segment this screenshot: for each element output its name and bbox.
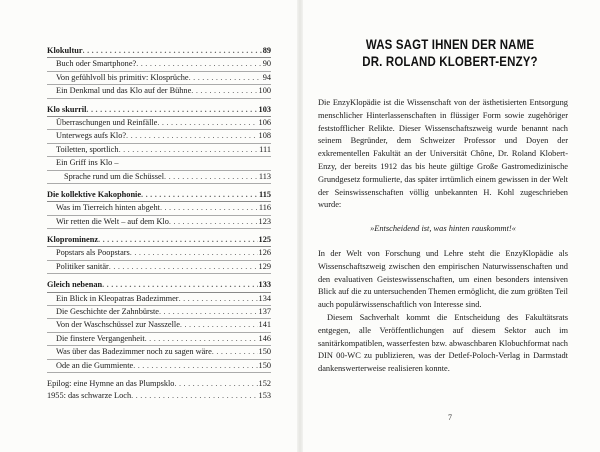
toc-entry <box>47 130 271 143</box>
toc-label: Politiker sanitär <box>56 261 109 271</box>
toc-entry <box>47 306 271 319</box>
toc-chapter <box>47 279 271 292</box>
toc-label: Überraschungen und Reinfälle <box>56 117 158 127</box>
toc-chapter <box>47 104 271 117</box>
toc-entry <box>47 171 271 184</box>
toc-leader-dots <box>180 319 258 331</box>
toc-leader-dots <box>126 130 258 142</box>
toc-label: Klokultur <box>47 46 83 55</box>
toc-entry <box>47 216 271 229</box>
title-line-2: DR. ROLAND KLOBERT-ENZY? <box>362 53 538 69</box>
toc-page-number: 113 <box>258 171 271 181</box>
toc-entry <box>47 293 271 306</box>
toc-label: Die kollektive Kakophonie <box>47 189 142 199</box>
toc-page-number: 134 <box>258 293 271 303</box>
book-gutter <box>297 0 303 452</box>
toc-entry <box>47 157 271 170</box>
toc-label: Toiletten, sportlich <box>56 144 119 154</box>
toc-page-number: 129 <box>258 261 271 271</box>
toc-entry <box>47 261 271 274</box>
toc-entry <box>47 319 271 332</box>
toc-entry <box>47 247 271 260</box>
toc-leader-dots <box>160 202 258 214</box>
toc-page-number: 146 <box>258 333 271 343</box>
toc-leader-dots <box>102 279 257 291</box>
quote: »Entscheidend ist, was hinten rauskommt!« <box>370 224 516 234</box>
toc-leader-dots <box>86 104 257 116</box>
toc-entry <box>47 144 271 157</box>
toc-chapter <box>47 234 271 247</box>
toc-leader-dots <box>145 333 258 345</box>
toc-label: Von gefühlvoll bis primitiv: Klosprüche <box>56 72 189 82</box>
toc-leader-dots <box>159 306 258 318</box>
toc-label: Was im Tierreich hinten abgeht <box>56 203 160 213</box>
toc-entry <box>47 72 271 85</box>
toc-page-number: 126 <box>258 248 271 258</box>
toc-page-number: 152 <box>258 378 271 388</box>
toc-page-number: 150 <box>258 347 271 357</box>
toc-leader-dots <box>130 247 258 259</box>
toc-leader-dots <box>157 117 257 129</box>
toc-leader-dots <box>133 360 257 372</box>
title-line-1: WAS SAGT IHNEN DER NAME <box>365 36 535 52</box>
toc-page-number: 141 <box>258 320 271 330</box>
toc-page-number: 153 <box>258 391 271 401</box>
table-of-contents <box>47 45 271 403</box>
toc-chapter <box>47 45 271 58</box>
toc-label: Die finstere Vergangenheit <box>56 333 145 343</box>
toc-label: Buch oder Smartphone? <box>56 59 137 69</box>
toc-page-number: 100 <box>258 86 271 96</box>
toc-page-number: 111 <box>259 144 271 154</box>
toc-leader-dots <box>98 234 258 246</box>
toc-leader-dots <box>83 45 262 57</box>
toc-page-number: 108 <box>258 131 271 141</box>
toc-page-number: 94 <box>262 72 271 82</box>
toc-label: Kloprominenz <box>47 235 99 245</box>
toc-entry <box>47 58 271 71</box>
toc-page-number: 90 <box>262 59 271 69</box>
toc-label: Ode an die Gummiente <box>56 360 134 370</box>
page-number: 7 <box>448 413 452 422</box>
toc-page-number: 125 <box>258 235 271 245</box>
toc-label: Wir retten die Welt – auf dem Klo <box>56 216 169 226</box>
toc-page-number: 137 <box>258 307 271 317</box>
toc-page-number: 103 <box>258 104 271 114</box>
toc-leader-dots <box>179 293 258 305</box>
toc-label: Gleich nebenan <box>47 280 103 290</box>
toc-page-number: 115 <box>259 189 271 199</box>
toc-leader-dots <box>141 189 258 201</box>
toc-leader-dots <box>169 216 258 228</box>
toc-chapter <box>47 189 271 202</box>
toc-leader-dots <box>189 72 262 84</box>
toc-entry <box>47 202 271 215</box>
toc-label: Ein Blick in Kleopatras Badezimmer <box>56 293 179 303</box>
body-text <box>318 97 568 376</box>
toc-leader-dots <box>119 144 259 156</box>
toc-label: Was über das Badezimmer noch zu sagen wäre <box>56 347 212 357</box>
toc-page-number: 89 <box>262 46 271 55</box>
toc-label: Ein Griff ins Klo – <box>56 158 119 168</box>
toc-leader-dots <box>191 85 257 97</box>
toc-leader-dots <box>109 261 258 273</box>
toc-entry <box>47 390 271 402</box>
page-title <box>348 36 553 70</box>
paragraph-1: Die EnzyKlopädie ist die Wissenschaft von der ästhetisierten Entsorgung menschlicher Hinterlassenschaften in flüssiger Form sowie zugehöriger feststofflicher Relikte. Dieser Wissenschaftszweig wurde benannt nach seinem Begründer, dem Schweizer Professor und Doyen der exkrementellen Fakultät an der Universität Chône, Dr. Roland Klobert-Enzy, der bereits 1912 das bis heute gültige Große Gastromedizinische Grundgesetz formulierte, das später irrtümlich einem gewissen in der Welt der Seinswissenschaften völlig unbekannten H. Kohl zugeschrieben wurde: <box>318 98 568 210</box>
toc-entry <box>47 378 271 390</box>
toc-page-number: 116 <box>258 203 271 213</box>
toc-label: Epilog: eine Hymne an das Plumpsklo <box>47 378 175 388</box>
toc-label: Sprache rund um die Schüssel <box>64 171 165 181</box>
toc-label: Popstars als Poopstars <box>56 248 130 258</box>
toc-leader-dots <box>164 171 258 183</box>
toc-entry <box>47 333 271 346</box>
toc-label: Ein Denkmal und das Klo auf der Bühne <box>56 86 192 96</box>
toc-label: Von der Waschschüssel zur Nasszelle <box>56 320 180 330</box>
toc-leader-dots <box>212 346 258 358</box>
toc-entry <box>47 85 271 98</box>
toc-leader-dots <box>136 58 262 70</box>
toc-label: 1955: das schwarze Loch <box>47 391 132 401</box>
toc-leader-dots <box>174 378 257 390</box>
toc-label: Unterwegs aufs Klo? <box>56 131 127 141</box>
toc-label: Die Geschichte der Zahnbürste <box>56 307 159 317</box>
toc-page-number: 133 <box>258 280 271 290</box>
paragraph-3: Diesem Sachverhalt kommt die Entscheidung des Fakultätsrats entgegen, alle Veröffentlichungen auf diesem Sektor auch im sanitärkompatiblen, wasserfesten bzw. abwaschbaren Klobuchformat nach DIN 00-WC zu publizieren, was der Detlef-Poloch-Verlag in Darmstadt dankenswerterweise realisieren konnte. <box>318 312 568 374</box>
toc-entry <box>47 346 271 359</box>
toc-page-number: 123 <box>258 216 271 226</box>
toc-page-number: 106 <box>258 117 271 127</box>
toc-entry <box>47 117 271 130</box>
toc-leader-dots <box>131 390 257 402</box>
toc-entry <box>47 360 271 373</box>
paragraph-2: In der Welt von Forschung und Lehre steht die EnzyKlopädie als Wissenschaftszweig zwischen den empirischen Naturwissenschaften und den evaluativen Geisteswissenschaften, um einen besonders intensiven Blick auf die zu untersuchenden Themen ermöglicht, die zum größten Teil auch populärwissenschaftlich von Interesse sind. <box>318 248 568 310</box>
toc-label: Klo skurril <box>47 104 87 114</box>
toc-page-number: 150 <box>258 360 271 370</box>
